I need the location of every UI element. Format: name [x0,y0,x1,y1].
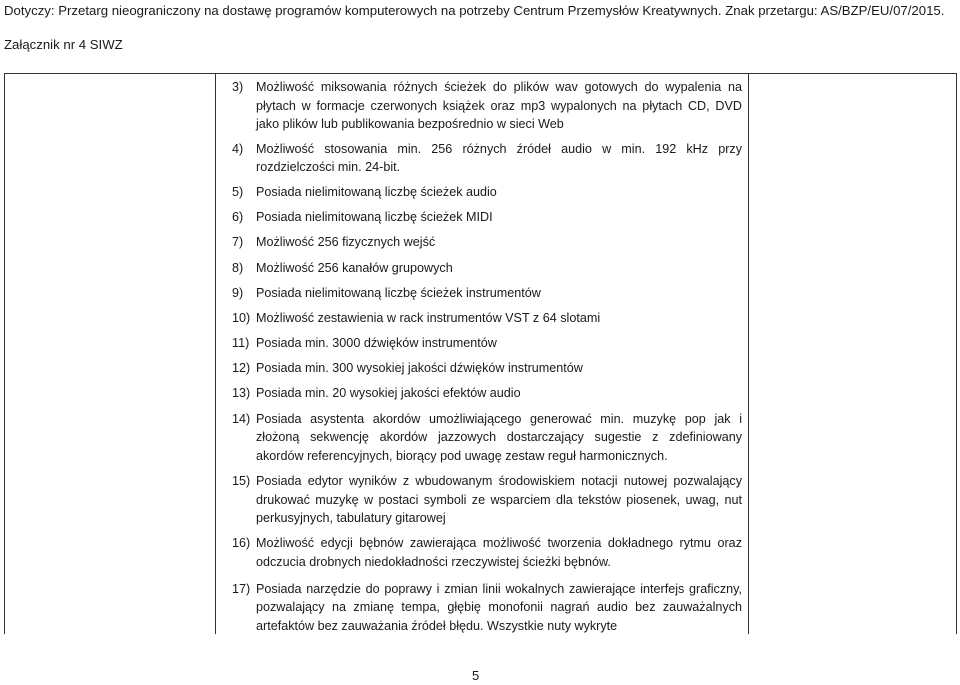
list-item [232,259,742,278]
item-number: 16) [232,536,251,551]
list-item [232,410,742,466]
item-text: Możliwość miksowania różnych ścieżek do plików wav gotowych do wypalenia na płytach w formacje czerwonych książek oraz mp3 wypalonych na płytach CD, DVD jako plików lub publikowania bezpośrednio w sieci Web [256,80,742,132]
item-number: 8) [232,260,244,275]
item-number: 17) [232,581,251,596]
item-text: Możliwość zestawienia w rack instrumentów VST z 64 slotami [256,310,601,325]
item-number: 13) [232,386,251,401]
item-number: 15) [232,474,251,489]
list-item [232,284,742,303]
document-header: Dotyczy: Przetarg nieograniczony na dostawę programów komputerowych na potrzeby Centrum Przemysłów Kreatywnych. Znak przetargu: AS/BZP/EU/07/2015. [4,3,945,18]
item-text: Możliwość stosowania min. 256 różnych źródeł audio w min. 192 kHz przy rozdzielczości min. 24-bit. [256,141,742,175]
item-number: 7) [232,235,244,250]
list-item [232,334,742,353]
item-text: Posiada min. 20 wysokiej jakości efektów audio [256,386,521,401]
item-number: 11) [232,336,250,351]
item-number: 10) [232,310,251,325]
item-text: Posiada nielimitowaną liczbę ścieżek audio [256,184,497,199]
item-text: Możliwość edycji bębnów zawierająca możliwość tworzenia dokładnego rytmu oraz odczucia drobnych niedokładności rzeczywistej ścieżki bębnów. [256,536,742,569]
item-number: 4) [232,141,244,156]
item-text: Możliwość 256 kanałów grupowych [256,260,453,275]
list-item [232,580,742,636]
item-text: Możliwość 256 fizycznych wejść [256,235,436,250]
list-item [232,309,742,328]
item-text: Posiada nielimitowaną liczbę ścieżek MIDI [256,210,493,225]
page-number: 5 [472,668,480,683]
list-item [232,78,742,134]
item-text: Posiada asystenta akordów umożliwiającego generować min. muzykę pop jak i złożoną sekwencję akordów jazzowych dostarczający sugestie z zdefiniowany akordów referencyjnych, biorący pod uwagę zestaw reguł harmonicznych. [256,411,742,463]
item-text: Posiada edytor wyników z wbudowanym środowiskiem notacji nutowej pozwalający drukować muzykę w postaci symboli ze wsparciem dla tekstów piosenek, uwag, nut perkusyjnych, tabulatury gitarowej [256,474,742,526]
item-text: Posiada min. 3000 dźwięków instrumentów [256,336,497,351]
list-item [232,384,742,403]
list-item [232,208,742,227]
item-number: 12) [232,361,251,376]
item-text: Posiada min. 300 wysokiej jakości dźwięków instrumentów [256,361,583,376]
list-item [232,472,742,528]
item-number: 5) [232,184,244,199]
table-column-left [4,73,216,634]
list-item [232,359,742,378]
annex-label: Załącznik nr 4 SIWZ [4,37,123,52]
item-number: 3) [232,80,244,94]
list-item [232,183,742,202]
item-number: 14) [232,411,251,426]
list-item [232,140,742,177]
item-text: Posiada nielimitowaną liczbę ścieżek instrumentów [256,285,541,300]
table-column-right [748,73,957,634]
item-text: Posiada narzędzie do poprawy i zmian linii wokalnych zawierające interfejs graficzny, pozwalający na zmianę tempa, głębię monofonii nagrań audio bez zauważalnych artefaktów bez zauważania źródeł błędu. Wszystkie nuty wykryte [256,581,742,633]
requirements-list [232,78,742,651]
list-item [232,534,742,571]
item-number: 9) [232,285,244,300]
list-item [232,233,742,252]
item-number: 6) [232,210,244,225]
